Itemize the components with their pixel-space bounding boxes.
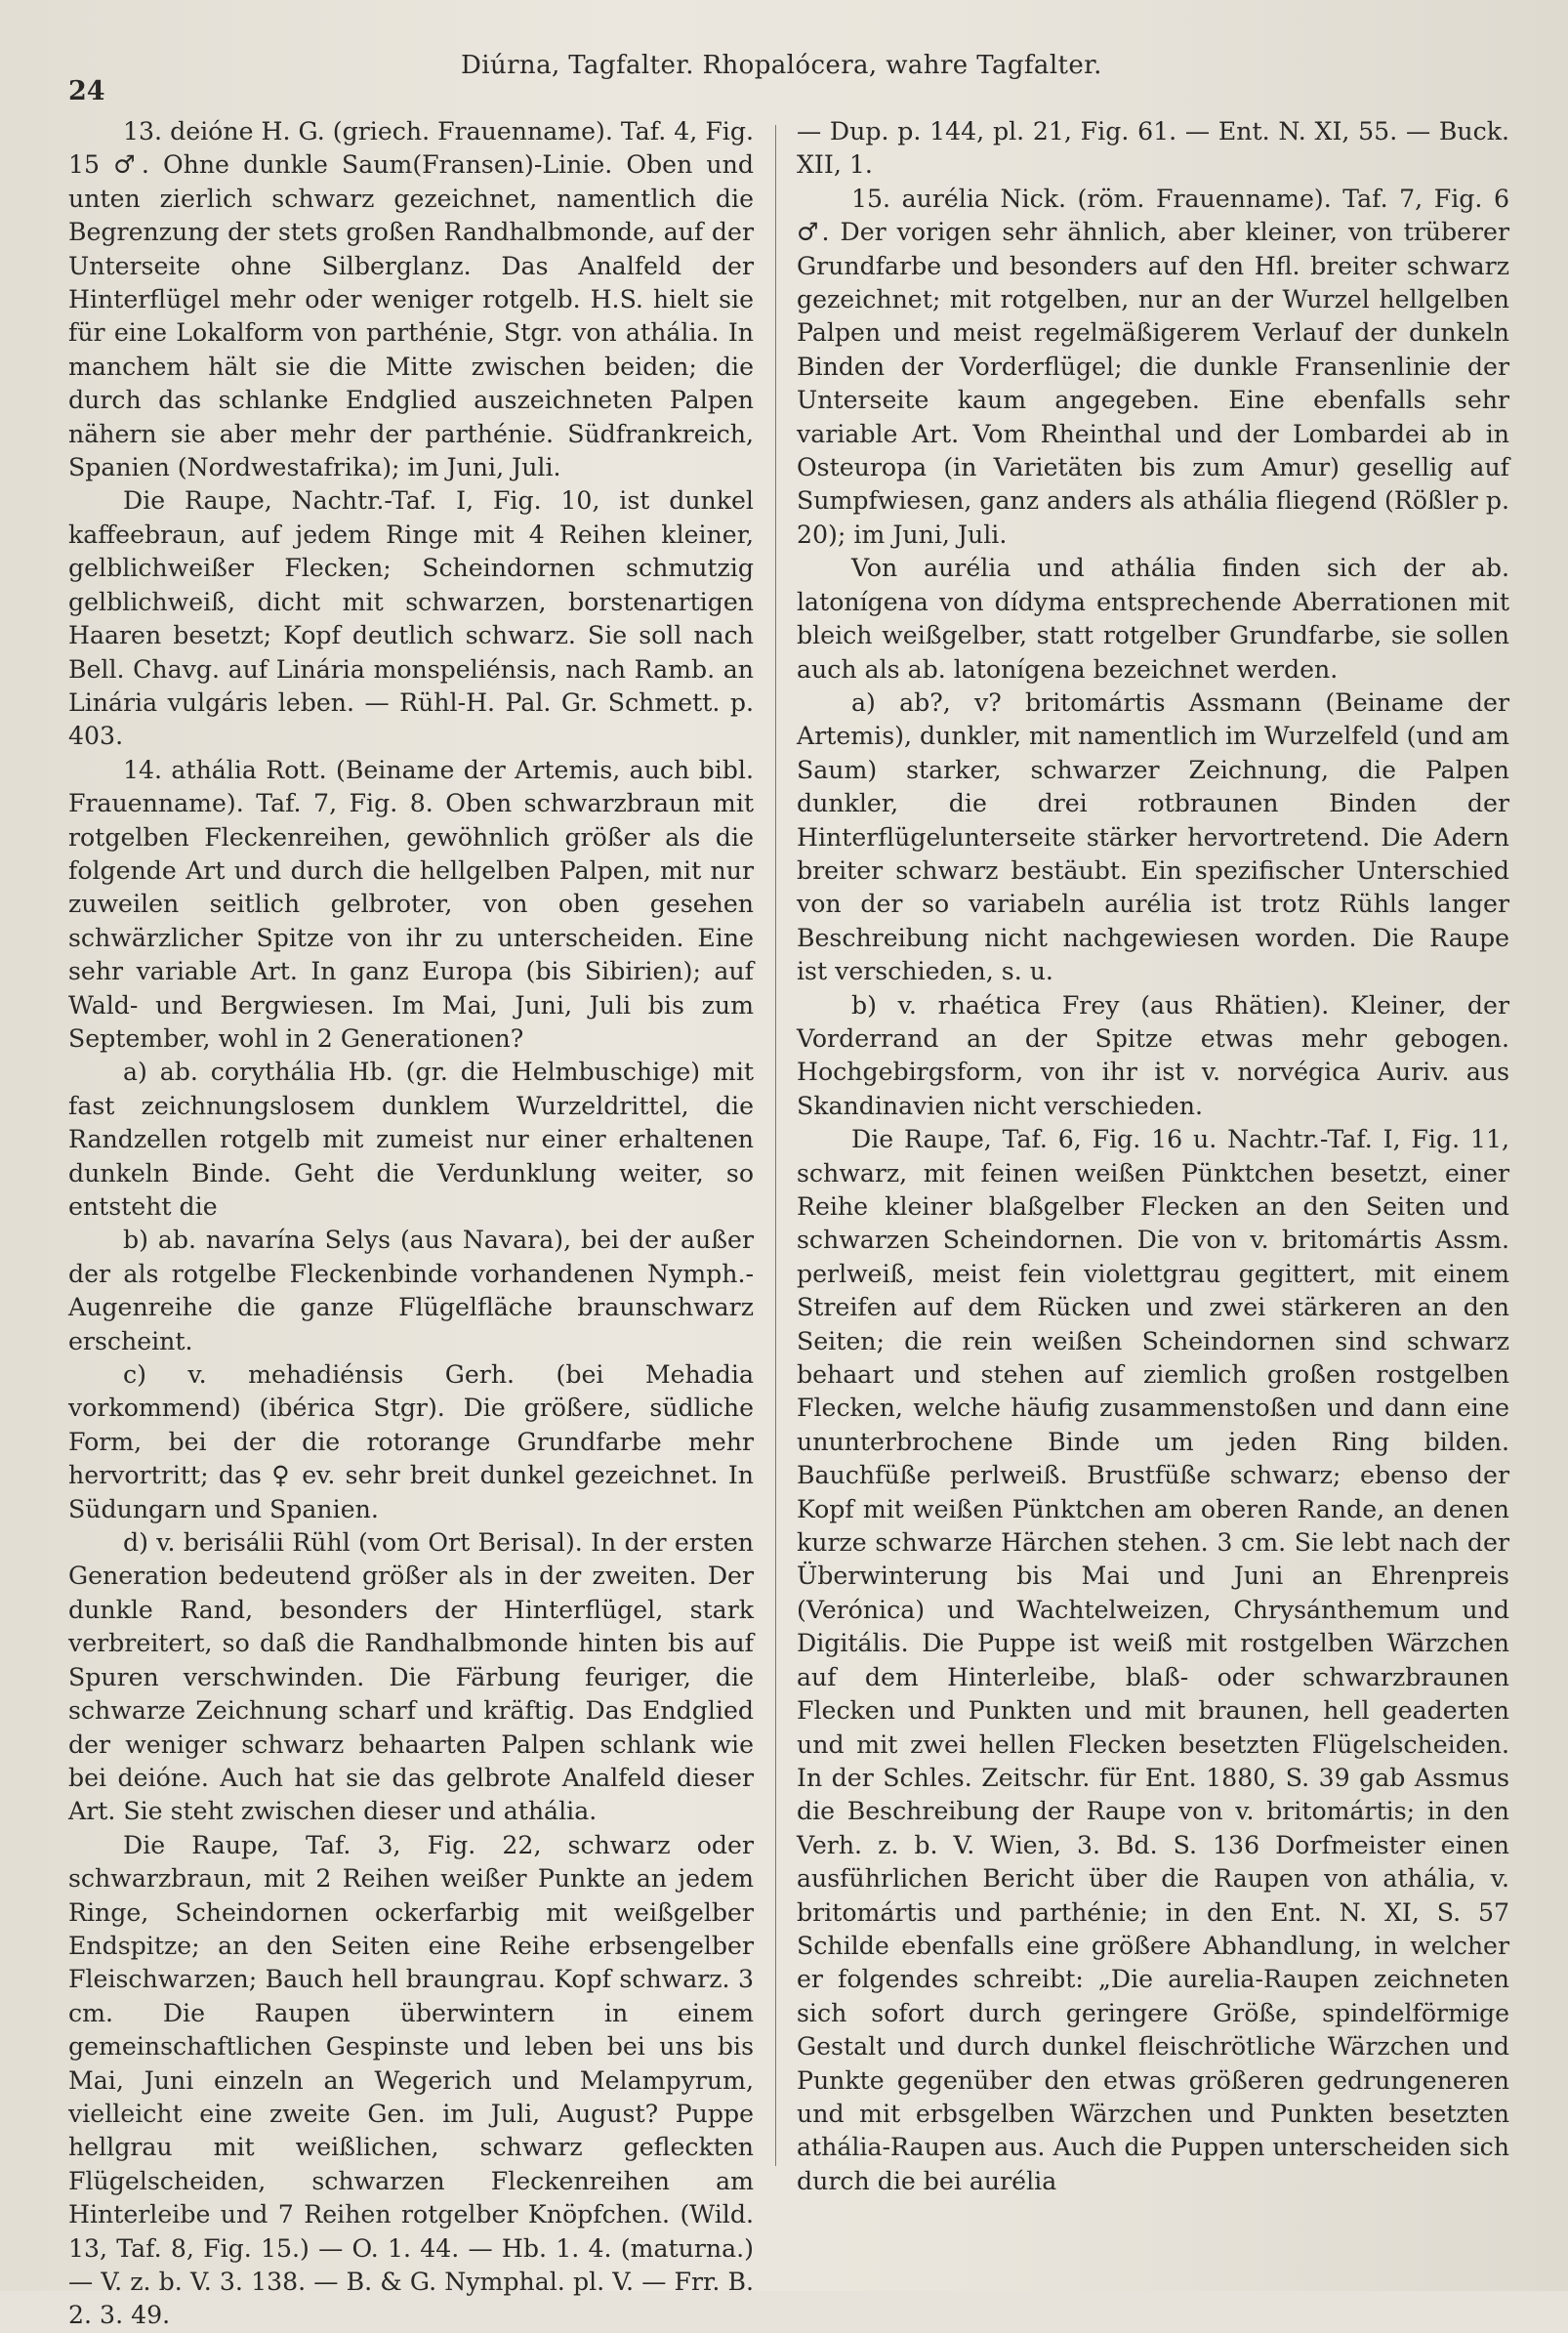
paragraph-latonigena: Von aurélia und athália finden sich der ab. latonígena von dídyma entsprechende Aberrationen mit bleich weißgelber, statt rotgelber Grundfarbe, sie sollen auch als ab. latonígena bezeichnet werden.: [797, 554, 1509, 684]
variety-d-berisalii: d) v. berisálii Rühl (vom Ort Berisal). In der ersten Generation bedeutend größer als in der zweiten. Der dunkle Rand, besonders der Hinterflügel, stark verbreitert, so daß die Randhalbmonde hinten bis auf Spuren verschwinden. Die Färbung feuriger, die schwarze Zeichnung scharf und kräftig. Das Endglied der weniger schwarz behaarten Palpen schlank wie bei deióne. Auch hat sie das gelbrote Analfeld dieser Art. Sie steht zwischen dieser und athália.: [68, 1528, 754, 1826]
running-head: Diúrna, Tagfalter. Rhopalócera, wahre Tagfalter.: [461, 51, 1102, 80]
variety-a-corythalia: a) ab. corythália Hb. (gr. die Helmbuschige) mit fast zeichnungslosem dunklem Wurzeldrittel, die Randzellen rotgelb mit zumeist nur einer erhaltenen dunkeln Binde. Geht die Verdunklung weiter, so entsteht die: [68, 1058, 754, 1221]
entry-athalia: 14. athália Rott. (Beiname der Artemis, auch bibl. Frauenname). Taf. 7, Fig. 8. Oben schwarzbraun mit rotgelben Fleckenreihen, gewöhnlich größer als die folgende Art und durch die hellgelben Palpen, mit nur zuweilen seitlich gelbroter, von oben gesehen schwärzlicher Spitze von ihr zu unterscheiden. Eine sehr variable Art. In ganz Europa (bis Sibirien); auf Wald- und Bergwiesen. Im Mai, Juni, Juli bis zum September, wohl in 2 Generationen?: [68, 755, 754, 1053]
variety-a-britomartis: a) ab?, v? britomártis Assmann (Beiname der Artemis), dunkler, mit namentlich im Wurzelfeld (und am Saum) starker, schwarzer Zeichnung, die Palpen dunkler, die drei rotbraunen Binden der Hinterflügelunterseite stärker hervortretend. Die Adern breiter schwarz bestäubt. Ein spezifischer Unterschied von der so variabeln aurélia ist trotz Rühls langer Beschreibung nicht nachgewiesen worden. Die Raupe ist verschieden, s. u.: [797, 687, 1509, 986]
entry-deione: 13. deióne H. G. (griech. Frauenname). Taf. 4, Fig. 15 ♂. Ohne dunkle Saum(Fransen)-Linie. Oben und unten zierlich schwarz gezeichnet, namentlich die Begrenzung der stets großen Randhalbmonde, auf der Unterseite ohne Silberglanz. Das Analfeld der Hinterflügel mehr oder weniger rotgelb. H.S. hielt sie für eine Lokalform von parthénie, Stgr. von athália. In manchem hält sie die Mitte zwischen beiden; die durch das schlanke Endglied auszeichneten Palpen nähern sie aber mehr der parthénie. Südfrankreich, Spanien (Nordwestafrika); im Juni, Juli.: [68, 117, 754, 482]
entry-aurelia: 15. aurélia Nick. (röm. Frauenname). Taf. 7, Fig. 6 ♂. Der vorigen sehr ähnlich, aber kleiner, von trüberer Grundfarbe und besonders auf den Hfl. breiter schwarz gezeichnet; mit rotgelben, nur an der Wurzel hellgelben Palpen und meist regelmäßigerem Verlauf der dunkeln Binden der Vorderflügel; die dunkle Fransenlinie der Unterseite kaum angegeben. Eine ebenfalls sehr variable Art. Vom Rheinthal und der Lombardei ab in Osteuropa (in Varietäten bis zum Amur) gesellig auf Sumpfwiesen, ganz anders als athália fliegend (Rößler p. 20); im Juni, Juli.: [797, 184, 1509, 549]
references-continued: — Dup. p. 144, pl. 21, Fig. 61. — Ent. N. XI, 55. — Buck. XII, 1.: [797, 117, 1509, 180]
paragraph-aurelia-raupe: Die Raupe, Taf. 6, Fig. 16 u. Nachtr.-Taf. I, Fig. 11, schwarz, mit feinen weißen Pünktchen besetzt, einer Reihe kleiner blaßgelber Flecken an den Seiten und schwarzen Scheindornen. Die von v. britomártis Assm. perlweiß, meist fein violettgrau gegittert, mit einem Streifen auf dem Rücken und zwei stärkeren an den Seiten; die rein weißen Scheindornen sind schwarz behaart und stehen auf ziemlich großen rostgelben Flecken, welche häufig zusammenstoßen und dann eine ununterbrochene Binde um jeden Ring bilden. Bauchfüße perlweiß. Brustfüße schwarz; ebenso der Kopf mit weißen Pünktchen am oberen Rande, an denen kurze schwarze Härchen stehen. 3 cm. Sie lebt nach der Überwinterung bis Mai und Juni an Ehrenpreis (Verónica) und Wachtelweizen, Chrysánthemum und Digitális. Die Puppe ist weiß mit rostgelben Wärzchen auf dem Hinterleibe, blaß- oder schwarzbraunen Flecken und Punkten und mit braunen, hell geaderten und mit zwei hellen Flecken besetzten Flügelscheiden. In der Schles. Zeitschr. für Ent. 1880, S. 39 gab Assmus die Beschreibung der Raupe von v. britomártis; in den Verh. z. b. V. Wien, 3. Bd. S. 136 Dorfmeister einen ausführlichen Bericht über die Raupen von athália, v. britomártis und parthénie; in den Ent. N. XI, S. 57 Schilde ebenfalls eine größere Abhandlung, in welcher er folgendes schreibt: „Die aurelia-Raupen zeichneten sich sofort durch geringere Größe, spindelförmige Gestalt und durch dunkel fleischrötliche Wärzchen und Punkte gegenüber den etwas größeren gedrungeneren und mit erbsgelben Wärzchen und Punkten besetzten athália-Raupen aus. Auch die Puppen unterscheiden sich durch die bei aurélia: [797, 1125, 1509, 2195]
variety-b-rhaetica: b) v. rhaética Frey (aus Rhätien). Kleiner, der Vorderrand an der Spitze etwas mehr gebogen. Hochgebirgsform, von ihr ist v. norvégica Auriv. aus Skandinavien nicht verschieden.: [797, 990, 1509, 1120]
paragraph-athalia-raupe: Die Raupe, Taf. 3, Fig. 22, schwarz oder schwarzbraun, mit 2 Reihen weißer Punkte an jedem Ringe, Scheindornen ockerfarbig mit weißgelber Endspitze; an den Seiten eine Reihe erbsengelber Fleischwarzen; Bauch hell braungrau. Kopf schwarz. 3 cm. Die Raupen überwintern in einem gemeinschaftlichen Gespinste und leben bei uns bis Mai, Juni einzeln an Wegerich und Melampyrum, vielleicht eine zweite Gen. im Juli, August? Puppe hellgrau mit weißlichen, schwarz gefleckten Flügelscheiden, schwarzen Fleckenreihen am Hinterleibe und 7 Reihen rotgelber Knöpfchen. (Wild. 13, Taf. 8, Fig. 15.) — O. 1. 44. — Hb. 1. 4. (maturna.) — V. z. b. V. 3. 138. — B. & G. Nymphal. pl. V. — Frr. B. 2. 3. 49.: [68, 1830, 754, 2330]
paragraph-deione-raupe: Die Raupe, Nachtr.-Taf. I, Fig. 10, ist dunkel kaffeebraun, auf jedem Ringe mit 4 Reihen kleiner, gelblichweißer Flecken; Scheindornen schmutzig gelblichweiß, dicht mit schwarzen, borstenartigen Haaren besetzt; Kopf deutlich schwarz. Sie soll nach Bell. Chavg. auf Linária monspeliénsis, nach Ramb. an Linária vulgáris leben. — Rühl-H. Pal. Gr. Schmett. p. 403.: [68, 486, 754, 751]
variety-c-mehadiensis: c) v. mehadiénsis Gerh. (bei Mehadia vorkommend) (ibérica Stgr). Die größere, südliche Form, bei der die rotorange Grundfarbe mehr hervortritt; das ♀ ev. sehr breit dunkel gezeichnet. In Südungarn und Spanien.: [68, 1360, 754, 1523]
page-number: 24: [68, 76, 105, 106]
left-column: [68, 115, 754, 2333]
column-divider: [775, 125, 776, 2166]
right-column: [797, 115, 1509, 2198]
variety-b-navarina: b) ab. navarína Selys (aus Navara), bei der außer der als rotgelbe Fleckenbinde vorhandenen Nymph.-Augenreihe die ganze Flügelfläche braunschwarz erscheint.: [68, 1226, 754, 1355]
